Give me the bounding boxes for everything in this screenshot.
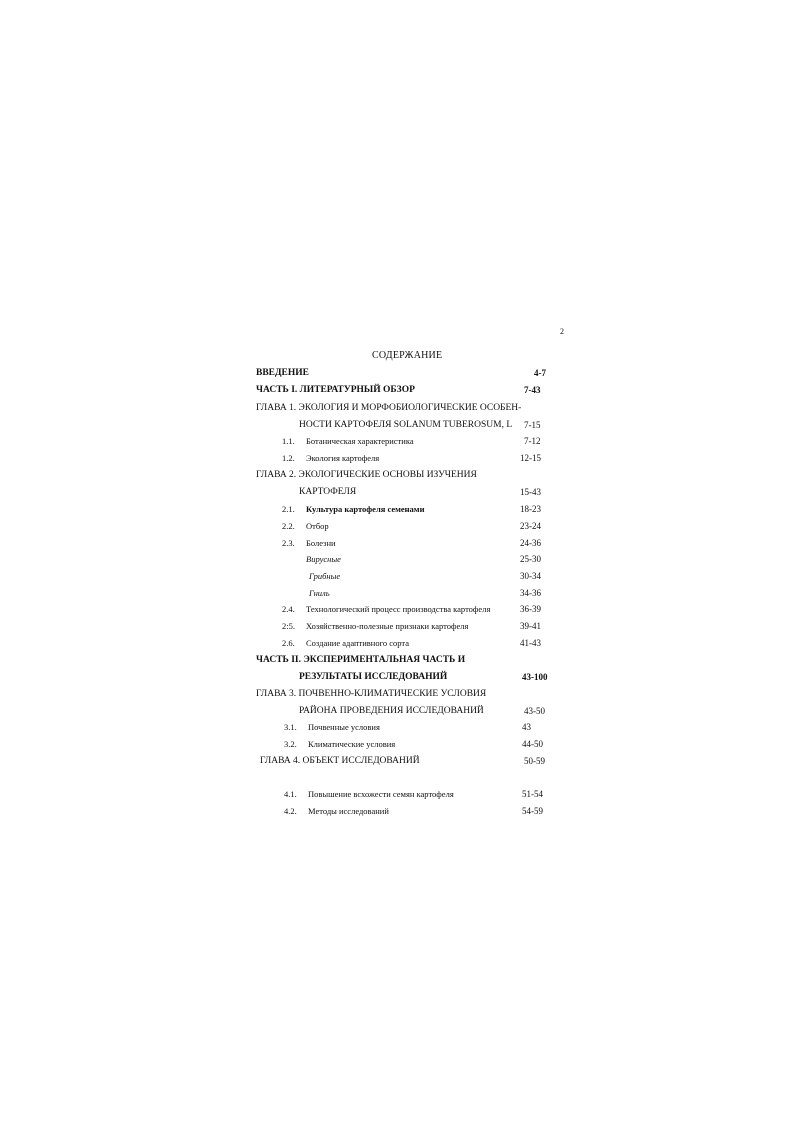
toc-entry-pages: 30-34 xyxy=(520,571,541,581)
toc-entry-pages: 51-54 xyxy=(522,789,543,799)
toc-entry-label: РЕЗУЛЬТАТЫ ИССЛЕДОВАНИЙ xyxy=(299,672,448,682)
toc-entry-number: 4.2. xyxy=(284,806,297,816)
toc-entry-label: Климатические условия xyxy=(308,739,396,749)
toc-entry-pages: 50-59 xyxy=(524,756,545,766)
toc-entry-label: Повышение всхожести семян картофеля xyxy=(308,789,454,799)
toc-entry-label: Культура картофеля семенами xyxy=(306,504,425,514)
toc-entry-number: 2.6. xyxy=(282,638,295,648)
toc-entry-label: Создание адаптивного сорта xyxy=(306,638,410,648)
toc-entry-pages: 15-43 xyxy=(520,487,541,497)
toc-entry-number: 2.2. xyxy=(282,521,295,531)
toc-entry-pages: 4-7 xyxy=(534,368,546,378)
toc-entry-number: 2:5. xyxy=(282,621,295,631)
toc-entry-label: Ботаническая характеристика xyxy=(306,436,414,446)
toc-entry xyxy=(282,436,414,446)
toc-entry-pages: 41-43 xyxy=(520,638,541,648)
toc-entry-pages: 36-39 xyxy=(520,604,541,614)
toc-entry-pages: 39-41 xyxy=(520,621,541,631)
toc-entry-label: ЧАСТЬ I. ЛИТЕРАТУРНЫЙ ОБЗОР xyxy=(256,385,415,395)
toc-entry-label: ГЛАВА 1. ЭКОЛОГИЯ И МОРФОБИОЛОГИЧЕСКИЕ ОСОБЕН- xyxy=(256,403,522,413)
toc-entry-label: Методы исследований xyxy=(308,806,389,816)
toc-entry-pages: 25-30 xyxy=(520,554,541,564)
toc-entry-label: ГЛАВА 4. ОБЪЕКТ ИССЛЕДОВАНИЙ xyxy=(260,756,420,766)
toc-title: СОДЕРЖАНИЕ xyxy=(372,350,443,361)
toc-entry-label: Технологический процесс производства картофеля xyxy=(306,604,491,614)
toc-entry-label: КАРТОФЕЛЯ xyxy=(299,487,357,497)
toc-entry xyxy=(282,504,425,514)
toc-entry-number: 2.3. xyxy=(282,538,295,548)
toc-entry-pages: 7-43 xyxy=(524,385,541,395)
toc-entry-label: Почвенные условия xyxy=(308,722,380,732)
toc-entry-pages: 7-15 xyxy=(524,420,541,430)
toc-entry-number: 2.1. xyxy=(282,504,295,514)
toc-entry-number: 1.2. xyxy=(282,453,295,463)
toc-entry xyxy=(282,538,336,548)
toc-entry xyxy=(284,806,389,816)
toc-entry-pages: 18-23 xyxy=(520,504,541,514)
toc-entry-label: НОСТИ КАРТОФЕЛЯ SOLANUM TUBEROSUM, L xyxy=(299,420,513,430)
toc-entry xyxy=(284,789,454,799)
toc-entry-pages: 43 xyxy=(522,722,531,732)
toc-entry-label: Отбор xyxy=(306,521,329,531)
toc-entry-pages: 12-15 xyxy=(520,453,541,463)
toc-entry-label: ГЛАВА 3. ПОЧВЕННО-КЛИМАТИЧЕСКИЕ УСЛОВИЯ xyxy=(256,689,487,699)
toc-entry-pages: 44-50 xyxy=(522,739,543,749)
toc-entry-pages: 54-59 xyxy=(522,806,543,816)
toc-entry-label: РАЙОНА ПРОВЕДЕНИЯ ИССЛЕДОВАНИЙ xyxy=(299,706,484,716)
toc-entry-pages: 34-36 xyxy=(520,588,541,598)
toc-entry-number: 3.1. xyxy=(284,722,297,732)
toc-entry-label: Грибные xyxy=(309,571,341,581)
toc-entry-pages: 43-50 xyxy=(524,706,545,716)
toc-entry-pages: 43-100 xyxy=(522,672,548,682)
page-number: 2 xyxy=(560,327,564,336)
toc-entry xyxy=(284,739,395,749)
toc-entry-number: 2.4. xyxy=(282,604,295,614)
toc-entry-number: 4.1. xyxy=(284,789,297,799)
toc-entry-number: 1.1. xyxy=(282,436,295,446)
toc-entry-pages: 7-12 xyxy=(524,436,541,446)
toc-entry-label: ГЛАВА 2. ЭКОЛОГИЧЕСКИЕ ОСНОВЫ ИЗУЧЕНИЯ xyxy=(256,470,477,480)
toc-entry-number: 3.2. xyxy=(284,739,297,749)
toc-entry xyxy=(284,722,380,732)
toc-entry-label: Вирусные xyxy=(306,554,341,564)
toc-entry xyxy=(282,453,379,463)
toc-entry-label: ВВЕДЕНИЕ xyxy=(256,368,309,378)
toc-entry-label: Хозяйственно-полезные признаки картофеля xyxy=(306,621,469,631)
toc-entry xyxy=(282,604,490,614)
toc-entry-pages: 24-36 xyxy=(520,538,541,548)
toc-entry-pages: 23-24 xyxy=(520,521,541,531)
toc-entry-label: Болезни xyxy=(306,538,336,548)
toc-entry-label: ЧАСТЬ II. ЭКСПЕРИМЕНТАЛЬНАЯ ЧАСТЬ И xyxy=(256,655,466,665)
toc-entry xyxy=(282,621,468,631)
toc-entry-label: Гниль xyxy=(309,588,330,598)
toc-entry xyxy=(282,638,409,648)
toc-entry-label: Экология картофеля xyxy=(306,453,380,463)
toc-entry xyxy=(282,521,329,531)
